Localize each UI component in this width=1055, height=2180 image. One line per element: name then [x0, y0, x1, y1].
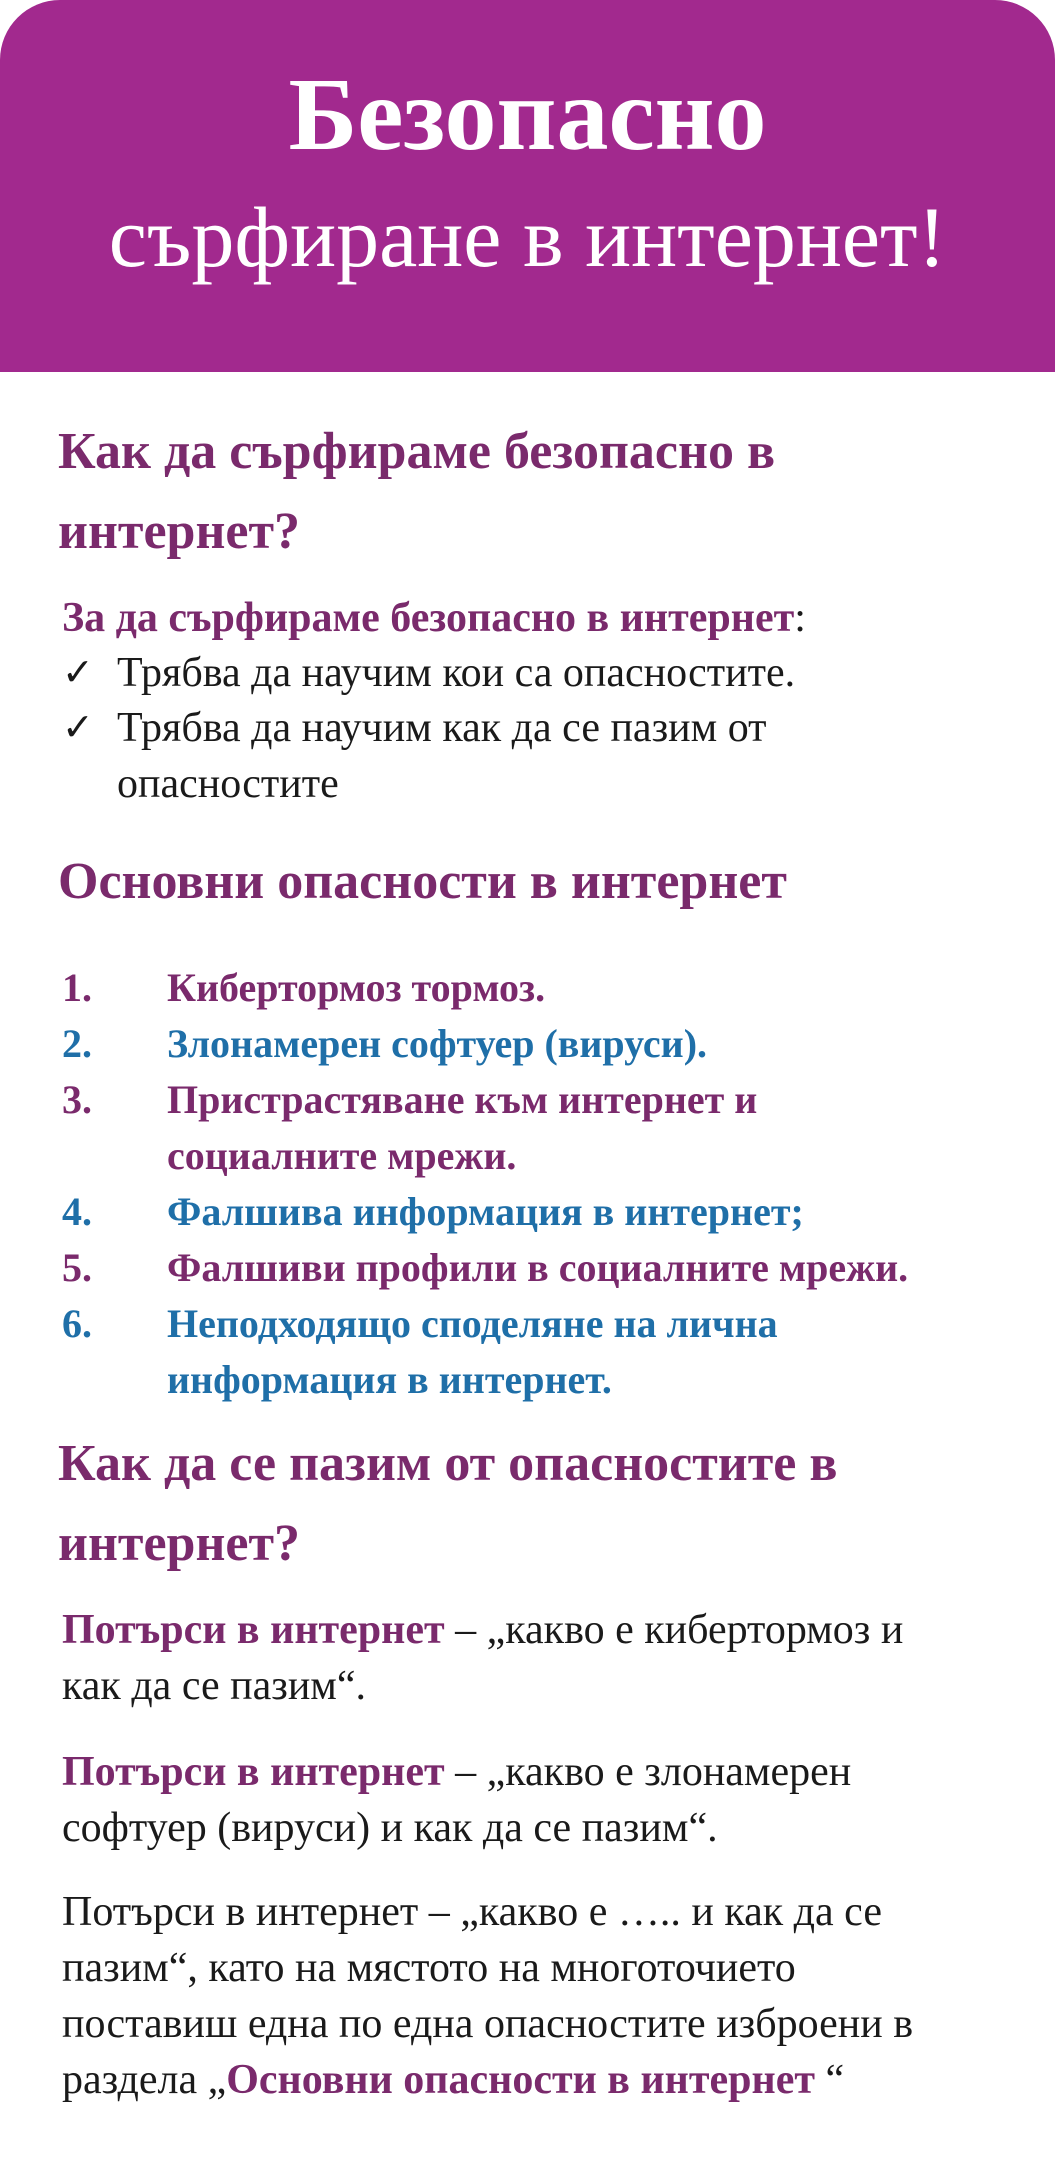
tip2-line2: софтуер (вируси) и как да се пазим“.	[62, 1805, 718, 1851]
danger-text: информация в интернет.	[167, 1357, 612, 1402]
section2-heading: Основни опасности в интернет	[58, 853, 787, 910]
checkmark-icon: ✓	[62, 707, 94, 749]
danger-text: Кибертормоз тормоз.	[167, 965, 546, 1010]
check-item-text: Трябва да научим как да се пазим от	[117, 705, 767, 751]
danger-text: Фалшива информация в интернет;	[167, 1189, 804, 1234]
danger-number: 4.	[62, 1189, 92, 1234]
tip1-bold: Потърси в интернет	[62, 1607, 445, 1653]
check-item-text: опасностите	[117, 761, 339, 807]
tip1-text: – „какво е кибертормоз и	[444, 1607, 904, 1653]
section3-heading	[58, 1430, 1038, 1578]
tip1-line2: как да се пазим“.	[62, 1663, 367, 1709]
tip3-line2: пазим“, като на мястото на многоточието	[62, 1945, 796, 1991]
danger-number: 6.	[62, 1301, 92, 1346]
danger-number: 5.	[62, 1245, 92, 1290]
tip3-line4-suffix: “	[814, 2057, 845, 2103]
checkmark-icon: ✓	[62, 652, 94, 694]
section3-heading-line1: Как да се пазим от опасностите в	[58, 1435, 838, 1492]
tip3-line4-bold: Основни опасности в интернет	[226, 2057, 815, 2103]
tip-paragraph-1	[62, 1602, 1032, 1714]
section3-heading-line2: интернет?	[58, 1515, 301, 1572]
section1-heading-line2: интернет?	[58, 503, 301, 560]
danger-text: Пристрастяване към интернет и	[167, 1077, 758, 1122]
danger-number: 1.	[62, 965, 92, 1010]
section1-intro-colon: :	[794, 595, 806, 641]
title-banner	[0, 0, 1055, 372]
section1-heading	[58, 418, 1038, 566]
danger-text: Неподходящо споделяне на лична	[167, 1301, 778, 1346]
danger-text: Фалшиви профили в социалните мрежи.	[167, 1245, 909, 1290]
banner-title-line2: сърфиране в интернет!	[108, 189, 947, 285]
danger-text: Злонамерен софтуер (вируси).	[167, 1021, 708, 1066]
danger-text: социалните мрежи.	[167, 1133, 517, 1178]
tip-paragraph-2	[62, 1744, 1032, 1856]
tip3-line4-prefix: раздела „	[62, 2057, 227, 2103]
tip3-line1: Потърси в интернет – „какво е ….. и как да се	[62, 1889, 882, 1935]
danger-number: 3.	[62, 1077, 92, 1122]
danger-number: 2.	[62, 1021, 92, 1066]
tip2-bold: Потърси в интернет	[62, 1749, 445, 1795]
banner-title-line1: Безопасно	[288, 57, 767, 172]
tip3-line3: поставиш една по една опасностите изброени в	[62, 2001, 914, 2047]
tip2-text: – „какво е злонамерен	[444, 1749, 852, 1795]
check-item-text: Трябва да научим кои са опасностите.	[117, 650, 796, 696]
section1-intro	[62, 590, 1032, 646]
section1-heading-line1: Как да сърфираме безопасно в	[58, 423, 776, 480]
section1-intro-bold: За да сърфираме безопасно в интернет	[62, 595, 795, 641]
tip-paragraph-3	[62, 1884, 1032, 2108]
